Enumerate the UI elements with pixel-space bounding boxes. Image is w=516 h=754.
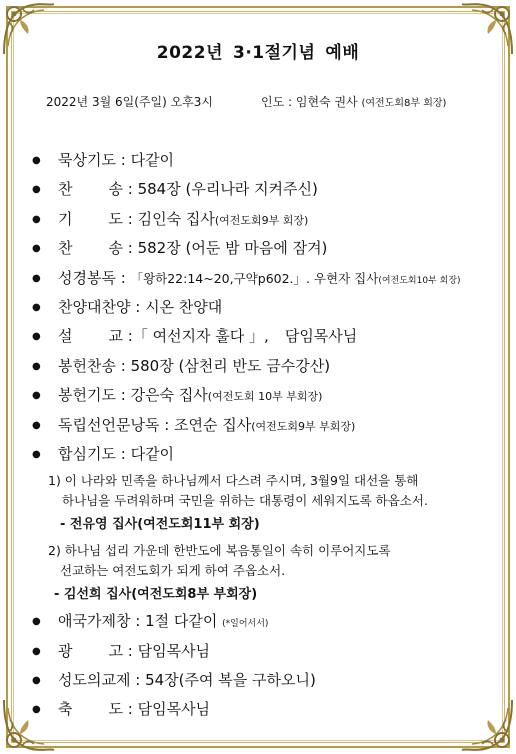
prayer-item xyxy=(30,471,500,535)
title-tail: 예배 xyxy=(325,43,360,63)
item-label: 기 xyxy=(58,209,73,228)
item-label: 송 : xyxy=(108,180,133,199)
item-label: 독립선언문낭독 : xyxy=(58,415,170,434)
list-item xyxy=(30,264,500,293)
item-label: 송 : xyxy=(108,239,133,258)
bullet-icon: ● xyxy=(32,675,41,687)
item-value: 다같이 xyxy=(130,444,175,463)
item-label: 애국가제창 : xyxy=(58,612,141,631)
bullet-icon: ● xyxy=(32,155,41,166)
list-item xyxy=(30,695,500,724)
list-item xyxy=(30,352,500,381)
list-item xyxy=(30,234,500,263)
page-title xyxy=(0,38,516,63)
item-label: 교 : xyxy=(108,327,133,346)
service-info xyxy=(46,93,486,110)
bullet-icon: ● xyxy=(32,360,41,372)
item-label: 도 : xyxy=(108,700,133,719)
bullet-icon: ● xyxy=(32,331,41,343)
leader-note: (여전도회8부 회장) xyxy=(361,98,447,109)
item-label: 성경봉독 : xyxy=(58,268,126,287)
item-value: 다같이 xyxy=(130,151,175,169)
prayer-item xyxy=(30,541,500,605)
item-label: 묵상기도 : xyxy=(58,151,126,169)
item-label: 봉헌기도 : xyxy=(58,386,126,405)
list-item xyxy=(30,440,500,469)
bullet-icon: ● xyxy=(32,243,41,255)
item-value: 1절 다같이 xyxy=(145,612,218,631)
list-item xyxy=(30,175,500,204)
item-label: 축 xyxy=(58,700,73,719)
item-label: 찬양대찬양 : xyxy=(58,297,141,316)
item-value: 582장 (어둔 밤 마음에 잠겨) xyxy=(137,239,328,258)
item-value: 「왕하22:14~20,구약p602.」. 우현자 집사 xyxy=(130,270,379,286)
list-item xyxy=(30,411,500,440)
service-date: 2022년 3월 6일(주일) 오후3시 xyxy=(46,95,213,109)
list-item xyxy=(30,381,500,410)
item-label: 고 : xyxy=(108,641,133,660)
title-event: 3·1절기념 xyxy=(233,43,316,63)
bullet-icon: ● xyxy=(32,448,41,460)
item-value: 김인숙 집사 xyxy=(137,209,215,228)
order-of-service xyxy=(30,146,500,725)
item-label: 설 xyxy=(58,327,73,346)
service-leader xyxy=(261,93,446,110)
item-note: (여전도회10부 회장) xyxy=(378,275,461,286)
prayer-line: 1) 이 나라와 민족을 하나님께서 다스려 주시며, 3월9일 대선을 통해 xyxy=(48,473,419,489)
item-note: (여전도회9부 부회장) xyxy=(251,419,356,433)
item-label: 찬 xyxy=(58,180,73,199)
item-note: (여전도회 10부 부회장) xyxy=(207,390,323,404)
item-label: 봉헌찬송 : xyxy=(58,356,126,375)
bullet-icon: ● xyxy=(32,419,41,431)
item-value: 담임목사님 xyxy=(137,641,211,660)
item-note: (여전도회9부 회장) xyxy=(214,213,309,227)
title-year: 2022년 xyxy=(156,43,223,63)
item-note: (*일어서서) xyxy=(222,619,269,630)
prayer-line: 선교하는 여전도회가 되게 하여 주옵소서. xyxy=(60,563,286,579)
bullet-icon: ● xyxy=(32,704,41,716)
bullet-icon: ● xyxy=(32,616,41,628)
list-item xyxy=(30,293,500,322)
item-value: 담임목사님 xyxy=(137,700,211,719)
list-item xyxy=(30,607,500,636)
list-item xyxy=(30,637,500,666)
item-value: 담임목사님 xyxy=(284,327,358,346)
prayer-line: 2) 하나님 섭리 가운데 한반도에 복음통일이 속히 이루어지도록 xyxy=(48,543,391,559)
bullet-icon: ● xyxy=(32,390,41,402)
prayer-person: - 김선희 집사(여전도회8부 부회장) xyxy=(54,587,258,603)
list-item xyxy=(30,146,500,175)
item-label: 합심기도 : xyxy=(58,444,126,463)
list-item xyxy=(30,205,500,234)
item-label: 성도의교제 : xyxy=(58,671,141,690)
prayer-line: 하나님을 두려워하며 국민을 위하는 대통령이 세워지도록 하옵소서. xyxy=(62,493,428,509)
item-value: 584장 (우리나라 지켜주신) xyxy=(137,180,318,199)
bullet-icon: ● xyxy=(32,645,41,657)
item-label: 찬 xyxy=(58,239,73,258)
item-label: 도 : xyxy=(108,209,133,228)
list-item xyxy=(30,666,500,695)
bullet-icon: ● xyxy=(32,184,41,196)
item-value: 54장(주여 복을 구하오니) xyxy=(145,671,316,690)
bullet-icon: ● xyxy=(32,301,41,313)
bullet-icon: ● xyxy=(32,213,41,225)
prayer-person: - 전유영 집사(여전도회11부 회장) xyxy=(60,517,260,533)
item-value: 580장 (삼천리 반도 금수강산) xyxy=(130,356,331,375)
bullet-icon: ● xyxy=(32,272,41,284)
list-item xyxy=(30,322,500,351)
leader-name: 인도 : 임현숙 권사 xyxy=(261,95,358,109)
item-value: 「 여선지자 훌다 」, xyxy=(132,327,269,346)
item-value: 조연순 집사 xyxy=(174,415,252,434)
item-label: 광 xyxy=(58,641,73,660)
item-value: 시온 찬양대 xyxy=(145,297,223,316)
item-value: 강은숙 집사 xyxy=(130,386,208,405)
